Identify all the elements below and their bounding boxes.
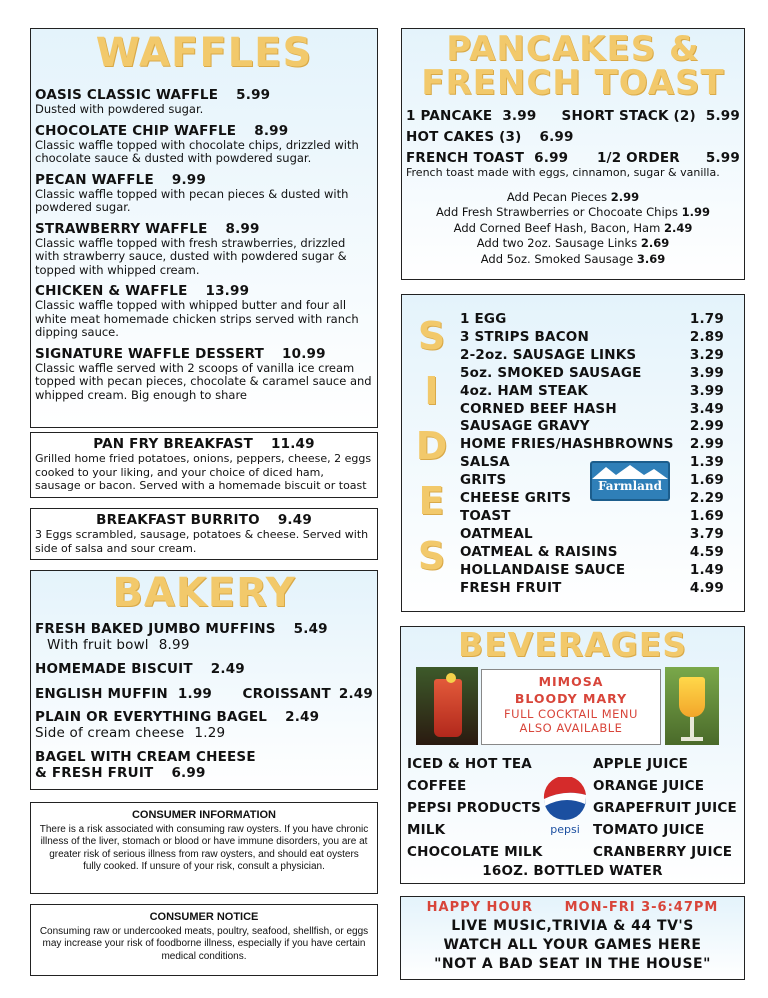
addons-list bbox=[406, 190, 740, 268]
list-item: COFFEE bbox=[407, 778, 467, 794]
pancakes-title-2: FRENCH TOAST bbox=[421, 63, 725, 103]
item-price: 5.99 bbox=[705, 150, 740, 166]
consumer-information bbox=[30, 802, 378, 894]
bloody-mary-label: BLOODY MARY bbox=[514, 691, 628, 706]
notice-heading: CONSUMER INFORMATION bbox=[131, 809, 276, 821]
list-item bbox=[35, 621, 373, 637]
list-item bbox=[35, 221, 373, 278]
item-name: CHOCOLATE CHIP WAFFLE bbox=[35, 122, 237, 139]
list-item: 1 EGG 1.79 bbox=[460, 311, 724, 327]
mimosa-image bbox=[665, 667, 719, 745]
waffles-section bbox=[30, 28, 378, 428]
item-name: FRENCH TOAST bbox=[406, 150, 525, 166]
happy-hour-section bbox=[400, 896, 745, 980]
list-item bbox=[35, 725, 373, 741]
list-item: CHOCOLATE MILK bbox=[407, 844, 543, 860]
item-price: 2.49 bbox=[285, 709, 320, 725]
item-name: PECAN WAFFLE bbox=[35, 171, 154, 188]
also-available-label: ALSO AVAILABLE bbox=[519, 721, 623, 735]
bottled-water: 16OZ. BOTTLED WATER bbox=[482, 863, 663, 879]
item-price: 8.99 bbox=[158, 637, 190, 653]
item-price: 13.99 bbox=[205, 283, 250, 299]
item-price: 11.49 bbox=[271, 436, 315, 452]
happy-hour-line: WATCH ALL YOUR GAMES HERE bbox=[443, 937, 702, 953]
list-item bbox=[35, 172, 373, 215]
item-price: 6.99 bbox=[534, 150, 569, 166]
list-item: MILK bbox=[407, 822, 446, 838]
addon-item: Add Corned Beef Hash, Bacon, Ham 2.49 bbox=[453, 220, 693, 235]
beverages-section bbox=[400, 626, 745, 884]
item-desc: French toast made with eggs, cinnamon, sugar & vanilla. bbox=[406, 166, 720, 179]
list-item: CORNED BEEF HASH 3.49 bbox=[460, 400, 724, 417]
list-item: 2-2oz. SAUSAGE LINKS 3.29 bbox=[460, 346, 724, 363]
list-item bbox=[35, 709, 373, 725]
item-desc: Dusted with powdered sugar. bbox=[35, 102, 204, 116]
addon-item: Add Fresh Strawberries or Chocoate Chips 1.99 bbox=[436, 205, 710, 219]
consumer-notice bbox=[30, 904, 378, 976]
list-item bbox=[35, 87, 373, 117]
item-name: 1 PANCAKE bbox=[406, 108, 493, 124]
list-item bbox=[406, 150, 740, 166]
addon-item: Add two 2oz. Sausage Links 2.69 bbox=[476, 236, 670, 250]
item-name: With fruit bowl bbox=[47, 637, 149, 653]
notice-text: Consuming raw or undercooked meats, poultry, seafood, shellfish, or eggs may increase your risk of foodborne illness, especially if you have certain medical conditions. bbox=[39, 925, 369, 962]
list-item bbox=[35, 661, 373, 677]
item-price: 2.49 bbox=[338, 686, 373, 702]
pancakes-title-1: PANCAKES & bbox=[446, 29, 700, 69]
list-item: GRITS 1.69 bbox=[460, 472, 724, 489]
list-item bbox=[406, 108, 740, 124]
farmland-logo bbox=[590, 461, 670, 501]
item-name: Side of cream cheese bbox=[35, 725, 185, 741]
item-name: SHORT STACK (2) bbox=[561, 108, 696, 124]
item-name: FRESH BAKED JUMBO MUFFINS bbox=[35, 621, 276, 637]
item-name: OASIS CLASSIC WAFFLE bbox=[35, 87, 219, 103]
happy-hour-line: LIVE MUSIC,TRIVIA & 44 TV'S bbox=[451, 918, 694, 934]
notice-heading: CONSUMER NOTICE bbox=[149, 911, 259, 923]
item-price: 8.99 bbox=[225, 220, 260, 237]
item-price: 9.49 bbox=[277, 512, 312, 528]
beverages-title: BEVERAGES bbox=[457, 625, 688, 664]
item-desc: Classic waffle topped with fresh strawberries, drizzled with strawberry sauce, dusted with powdered sugar & topped with whipped cream. bbox=[35, 235, 347, 277]
addon-item: Add Pecan Pieces 2.99 bbox=[506, 189, 640, 204]
list-item: HOME FRIES/HASHBROWNS 2.99 bbox=[460, 436, 724, 453]
list-item: FRESH FRUIT 4.99 bbox=[460, 579, 724, 596]
pepsi-globe-icon bbox=[543, 777, 587, 821]
item-desc: Classic waffle topped with chocolate chips, drizzled with chocolate sauce & dusted with powdered sugar. bbox=[35, 137, 359, 165]
item-desc: Classic waffle topped with pecan pieces & dusted with powdered sugar. bbox=[35, 186, 349, 214]
item-name: ENGLISH MUFFIN bbox=[35, 686, 168, 702]
list-item: 3 STRIPS BACON 2.89 bbox=[460, 328, 724, 345]
list-item: ICED & HOT TEA bbox=[407, 756, 532, 772]
item-desc: Classic waffle topped with whipped butter and four all white meat homemade chicken strips served with ranch dipping sauce. bbox=[35, 298, 359, 339]
pancakes-section bbox=[401, 28, 745, 280]
addon-item: Add 5oz. Smoked Sausage 3.69 bbox=[480, 251, 666, 266]
cocktail-menu-label: FULL COCKTAIL MENU bbox=[504, 707, 638, 721]
happy-hour-line: "NOT A BAD SEAT IN THE HOUSE" bbox=[434, 956, 711, 972]
item-price: 5.49 bbox=[293, 621, 328, 637]
farmland-hills bbox=[592, 463, 668, 479]
item-name: PAN FRY BREAKFAST bbox=[93, 436, 254, 452]
list-item: HOLLANDAISE SAUCE 1.49 bbox=[460, 561, 724, 578]
list-item: CHEESE GRITS 2.29 bbox=[460, 490, 724, 507]
list-item bbox=[35, 686, 373, 702]
notice-text: There is a risk associated with consuming raw oysters. If you have chronic illness of the liver, stomach or blood or have immune disorders, you are at greater risk of serious illness from raw oysters, and should eat oysters fully cooked. If unsure of your risk, consult a physician. bbox=[39, 823, 369, 872]
item-name: HOT CAKES (3) bbox=[406, 129, 522, 145]
list-item: ORANGE JUICE bbox=[593, 778, 705, 794]
waffles-title: WAFFLES bbox=[95, 30, 313, 76]
item-desc: 3 Eggs scrambled, sausage, potatoes & cheese. Served with side of salsa and sour cream. bbox=[35, 528, 369, 555]
item-price: 3.99 bbox=[502, 108, 537, 124]
burrito-section bbox=[30, 508, 378, 560]
list-item: 5oz. SMOKED SAUSAGE 3.99 bbox=[460, 364, 724, 381]
list-item: SAUSAGE GRAVY 2.99 bbox=[460, 418, 724, 435]
list-item bbox=[35, 283, 373, 340]
happy-hour-header bbox=[401, 900, 744, 915]
item-name: SIGNATURE WAFFLE DESSERT bbox=[35, 345, 265, 362]
bakery-list bbox=[31, 613, 377, 781]
item-price: 1.99 bbox=[177, 686, 213, 702]
item-name: BREAKFAST BURRITO bbox=[96, 512, 260, 528]
sides-title: SIDES bbox=[415, 314, 449, 578]
item-price: 2.49 bbox=[210, 661, 245, 677]
list-item: TOAST 1.69 bbox=[460, 507, 724, 524]
item-price: 9.99 bbox=[171, 171, 206, 188]
cocktail-banner bbox=[481, 669, 661, 745]
farmland-text: Farmland bbox=[597, 479, 663, 493]
list-item: PEPSI PRODUCTS bbox=[407, 800, 542, 816]
list-item bbox=[35, 749, 373, 765]
item-name: 1/2 ORDER bbox=[596, 150, 680, 166]
happy-hour-time: MON-FRI 3-6:47PM bbox=[564, 900, 719, 915]
list-item: CRANBERRY JUICE bbox=[593, 844, 733, 860]
waffles-list bbox=[31, 73, 377, 402]
list-item: 4oz. HAM STEAK 3.99 bbox=[460, 382, 724, 399]
item-name: CROISSANT bbox=[242, 686, 331, 702]
list-item bbox=[35, 765, 373, 781]
list-item: GRAPEFRUIT JUICE bbox=[593, 800, 737, 816]
item-name: STRAWBERRY WAFFLE bbox=[35, 220, 208, 237]
bakery-title: BAKERY bbox=[112, 570, 296, 616]
item-name: & FRESH FRUIT bbox=[35, 765, 154, 781]
pepsi-logo bbox=[543, 777, 591, 839]
bakery-section bbox=[30, 570, 378, 790]
item-price: 5.99 bbox=[705, 108, 740, 124]
list-item: TOMATO JUICE bbox=[593, 822, 705, 838]
item-price: 1.29 bbox=[194, 725, 226, 741]
item-price: 6.99 bbox=[171, 765, 206, 781]
sides-section bbox=[401, 294, 745, 612]
list-item bbox=[406, 129, 740, 145]
list-item: APPLE JUICE bbox=[593, 756, 689, 772]
sides-list bbox=[460, 311, 724, 598]
item-desc: Grilled home fried potatoes, onions, peppers, cheese, 2 eggs cooked to your liking, and your choice of diced ham, sausage or bacon. Served with a homemade biscuit or toast bbox=[35, 452, 372, 492]
list-item bbox=[35, 346, 373, 403]
list-item: SALSA 1.39 bbox=[460, 454, 724, 471]
bloody-mary-image bbox=[416, 667, 478, 745]
item-name: PLAIN OR EVERYTHING BAGEL bbox=[35, 709, 268, 725]
list-item: OATMEAL & RAISINS 4.59 bbox=[460, 543, 724, 560]
beverages-left bbox=[407, 753, 543, 863]
list-item bbox=[35, 123, 373, 166]
pepsi-text: pepsi bbox=[550, 823, 580, 836]
item-price: 5.99 bbox=[236, 87, 271, 103]
pan-fry-section bbox=[30, 432, 378, 498]
item-desc: Classic waffle served with 2 scoops of vanilla ice cream topped with pecan pieces, chocolate & caramel sauce and whipped cream. Big enough to share bbox=[35, 360, 372, 402]
item-price: 10.99 bbox=[282, 345, 326, 362]
item-name: BAGEL WITH CREAM CHEESE bbox=[35, 749, 256, 765]
item-price: 6.99 bbox=[539, 129, 574, 145]
list-item bbox=[35, 637, 373, 653]
item-name: HOMEMADE BISCUIT bbox=[35, 661, 193, 677]
item-name: CHICKEN & WAFFLE bbox=[35, 283, 188, 299]
beverages-right bbox=[593, 753, 737, 863]
happy-hour-label: HAPPY HOUR bbox=[426, 900, 534, 915]
list-item: OATMEAL 3.79 bbox=[460, 525, 724, 542]
item-price: 8.99 bbox=[254, 122, 289, 139]
mimosa-label: MIMOSA bbox=[538, 674, 604, 689]
